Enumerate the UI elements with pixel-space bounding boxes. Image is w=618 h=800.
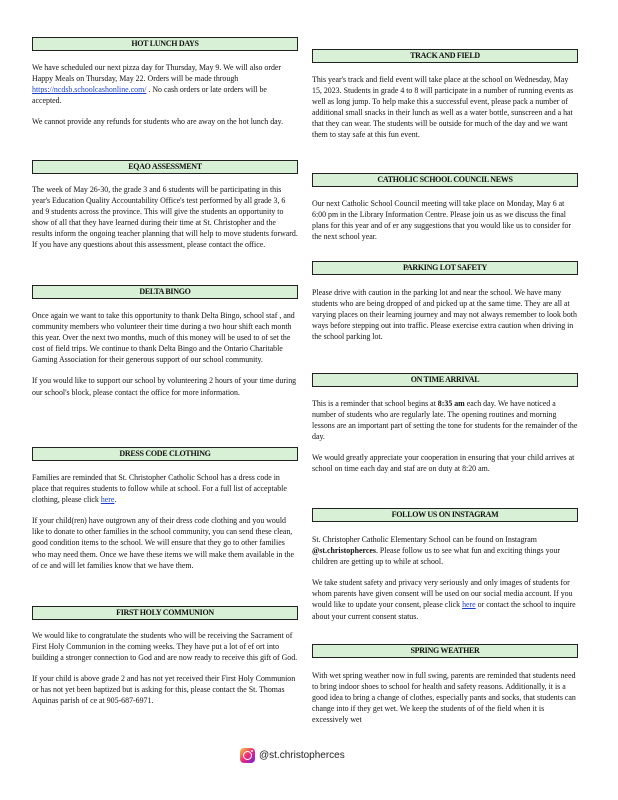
hot-lunch-heading: HOT LUNCH DAYS [32, 37, 298, 51]
hot-lunch-paragraph-2: We cannot provide any refunds for students who are away on the hot lunch day. [32, 117, 284, 127]
delta-bingo-paragraph-1: Once again we want to take this opportunity to thank Delta Bingo, school staf , and community members who volunteer their time during a two hour shift each month this year. Over the next two months, much of this money will be used to of set the cost of field trips. We continue to thank Delta Bingo and the Ontario Charitable Gaming Association for their generous support of our school community. [32, 311, 295, 365]
first-holy-communion-heading: FIRST HOLY COMMUNION [32, 606, 298, 620]
first-holy-communion-section [32, 630, 298, 717]
instagram-handle: @st.christopherces [312, 546, 376, 556]
delta-bingo-section [32, 310, 298, 408]
instagram-icon[interactable] [240, 748, 255, 763]
spring-weather-heading: SPRING WEATHER [312, 644, 578, 658]
dress-code-paragraph-1: Families are reminded that St. Christopher Catholic School has a dress code in place that requires students to follow while at school. For a full list of acceptable clothing, please click here. [32, 473, 287, 505]
footer [240, 747, 345, 763]
instagram-section [312, 534, 578, 632]
council-news-section [312, 198, 578, 252]
parking-lot-heading: PARKING LOT SAFETY [312, 261, 578, 275]
track-field-paragraph-1: This year's track and field event will take place at the school on Wednesday, May 15, 2023. Students in grade 4 to 8 will participate in a number of running events as well as long jump. To help make this a successful event, please pack a number of additional small snacks in their lunch as well as a water bottle, sunscreen and a hat that they can wear. The students will be outside for much of the day and we want them to stay safe at this fun event. [312, 75, 574, 140]
spring-weather-paragraph-1: With wet spring weather now in full swing, parents are reminded that students need to bring indoor shoes to school for health and safety reasons. Additionally, it is a good idea to bring a change of clothes, especially pants and socks, that students can change into if they get wet. We keep the students of of the field when it is excessively wet [312, 671, 576, 725]
dress-code-paragraph-2: If your child(ren) have outgrown any of their dress code clothing and you would like to donate to other families in the school community, you can send these clean, good condition items to the school. We will ensure that they go to other families who may need them. Once we have these items we will make them available in the of ce and will let families know that we have them. [32, 516, 295, 570]
first-holy-communion-paragraph-2: If your child is above grade 2 and has not yet received their First Holy Communion or has not yet been baptized but is asking for this, please contact the St. Thomas Aquinas parish of ce at 905-687-6971. [32, 674, 296, 706]
delta-bingo-paragraph-2: If you would like to support our school by volunteering 2 hours of your time during our school's block, please contact the office for more information. [32, 376, 297, 397]
instagram-heading: FOLLOW US ON INSTAGRAM [312, 508, 578, 522]
on-time-heading: ON TIME ARRIVAL [312, 373, 578, 387]
council-news-heading: CATHOLIC SCHOOL COUNCIL NEWS [312, 173, 578, 187]
first-holy-communion-paragraph-1: We would like to congratulate the students who will be receiving the Sacrament of First Holy Communion in the coming weeks. They have put a lot of ef ort into building a stronger connection to God and are now ready to receive this gift of God. [32, 631, 298, 663]
council-news-paragraph-1: Our next Catholic School Council meeting will take place on Monday, May 6 at 6:00 pm in the Library Information Centre. Please join us as we discuss the final plans for this year and of er any suggestions that you would like us to consider for the next school year. [312, 199, 572, 242]
eqao-heading: EQAO ASSESSMENT [32, 160, 298, 174]
track-field-heading: TRACK AND FIELD [312, 49, 578, 63]
consent-here-link[interactable]: here [462, 600, 476, 610]
instagram-paragraph-1: St. Christopher Catholic Elementary School can be found on Instagram @st.christopherces. Please follow us to see what fun and exciting things your children are getting up to while at school. [312, 535, 561, 567]
delta-bingo-heading: DELTA BINGO [32, 285, 298, 299]
on-time-section [312, 398, 578, 485]
school-start-time: 8:35 am [437, 399, 465, 408]
eqao-paragraph-1: The week of May 26-30, the grade 3 and 6 students will be participating in this year's Education Quality Accountability Office's test performed by all grade 3, 6 and 9 students across the province. This will give the students an opportunity to show of all that they have learned during their time at St. Christopher and the results inform the ongoing teacher planning that will help to move students forward. If you have any questions about this assessment, please contact the office. [32, 185, 298, 250]
dress-code-heading: DRESS CODE CLOTHING [32, 447, 298, 461]
instagram-paragraph-2: We take student safety and privacy very seriously and only images of students for whom parents have given consent will be used on our social media account. If you would like to update your consent, please click here or contact the school to inquire about your current consent status. [312, 578, 576, 621]
footer-instagram-handle[interactable]: @st.christopherces [259, 749, 345, 761]
school-cash-online-link[interactable]: https://ncdsb.schoolcashonline.com/ [32, 85, 147, 95]
dress-code-section [32, 472, 298, 581]
parking-lot-paragraph-1: Please drive with caution in the parking lot and near the school. We have many students who are being dropped of and picked up at the same time. They are all at varying places on their learning journey and may not always remember to look both ways before stepping out into traffic. Please exercise extra caution when driving in the school parking lot. [312, 288, 577, 342]
track-field-section [312, 74, 578, 151]
dress-code-here-link[interactable]: here [100, 495, 115, 505]
hot-lunch-paragraph-1: We have scheduled our next pizza day for Thursday, May 9. We will also order Happy Meals on Thursday, May 22. Orders will be made through https://ncdsb.schoolcashonline.com/ . No cash orders or late orders will be accepted. [32, 63, 282, 106]
parking-lot-section [312, 287, 578, 352]
spring-weather-section [312, 670, 578, 735]
hot-lunch-section [32, 62, 298, 137]
on-time-paragraph-1: This is a reminder that school begins at 8:35 am each day. We have noticed a number of students who are regularly late. The opening routines and morning lessons are an important part of setting the tone for students for the remainder of the day. [312, 399, 578, 442]
eqao-section [32, 184, 298, 261]
on-time-paragraph-2: We would greatly appreciate your cooperation in ensuring that your child arrives at school on time each day and staf are on duty at 8:20 am. [312, 453, 575, 474]
